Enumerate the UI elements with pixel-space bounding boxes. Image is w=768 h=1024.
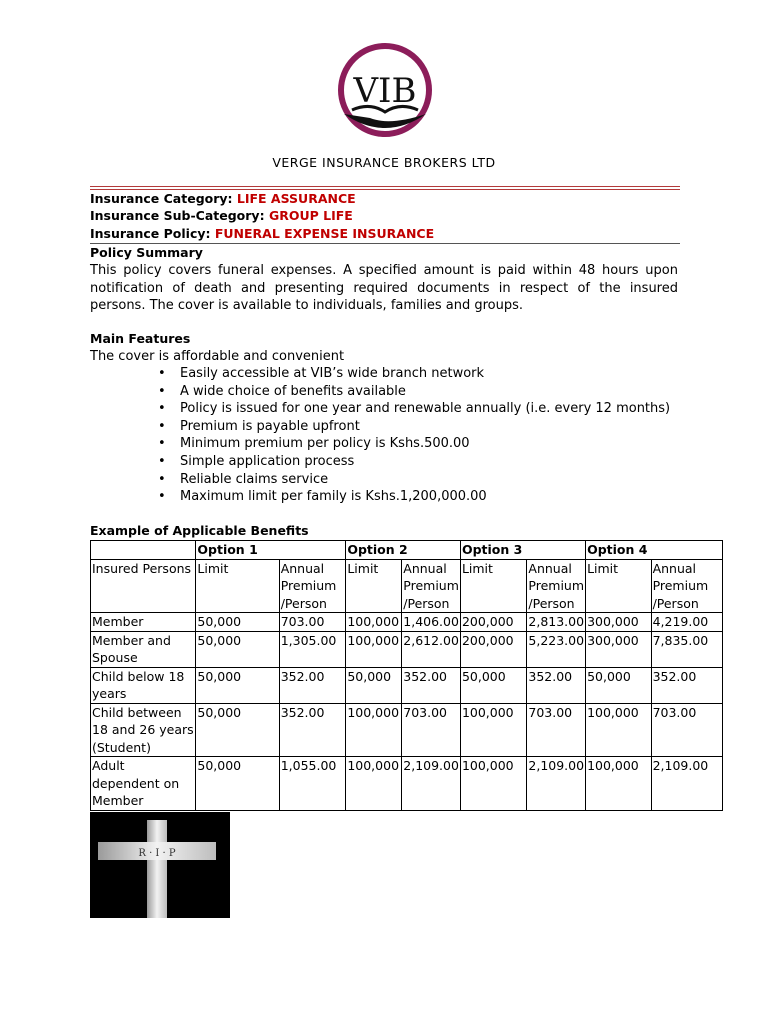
policy-value: FUNERAL EXPENSE INSURANCE — [214, 226, 435, 241]
cross-inscription: R · I · P — [138, 848, 176, 859]
table-cell: 7,835.00 — [651, 631, 722, 667]
table-cell: 352.00 — [402, 667, 461, 703]
table-cell: 100,000 — [586, 757, 652, 811]
company-name: VERGE INSURANCE BROKERS LTD — [272, 155, 496, 170]
table-cell: 2,109.00 — [402, 757, 461, 811]
subcategory-value: GROUP LIFE — [268, 208, 353, 223]
list-item: • Policy is issued for one year and renewable annually (i.e. every 12 months) — [158, 400, 670, 418]
option-header: Option 1 — [196, 541, 346, 560]
table-cell: 100,000 — [346, 703, 402, 757]
row-label: Adult dependent on Member — [91, 757, 196, 811]
policy-summary-heading: Policy Summary — [90, 245, 203, 260]
insurance-policy — [90, 226, 680, 241]
column-header: Annual Premium /Person — [403, 560, 459, 611]
table-cell: 100,000 — [346, 631, 402, 667]
list-item: • Premium is payable upfront — [158, 418, 670, 436]
column-header: Annual Premium /Person — [279, 559, 346, 613]
table-row — [91, 757, 723, 811]
category-value: LIFE ASSURANCE — [236, 191, 356, 206]
row-label: Child below 18 years — [91, 667, 196, 703]
column-header: Limit — [586, 559, 652, 613]
table-cell: 2,109.00 — [527, 757, 586, 811]
section-divider — [90, 243, 680, 244]
table-cell: 50,000 — [196, 703, 279, 757]
benefits-heading: Example of Applicable Benefits — [90, 523, 309, 538]
table-cell: 5,223.00 — [527, 631, 586, 667]
table-cell: 4,219.00 — [651, 613, 722, 632]
list-item: • Maximum limit per family is Kshs.1,200,000.00 — [158, 488, 670, 506]
table-header-options — [91, 541, 723, 560]
table-cell: 2,612.00 — [402, 631, 461, 667]
table-cell: 100,000 — [460, 757, 526, 811]
table-row — [91, 631, 723, 667]
table-cell: 352.00 — [527, 667, 586, 703]
rip-cross-image — [90, 812, 230, 918]
insurance-subcategory — [90, 208, 680, 223]
features-list — [158, 365, 670, 506]
table-cell: 50,000 — [586, 667, 652, 703]
table-header-columns — [91, 559, 723, 613]
table-cell: 200,000 — [460, 631, 526, 667]
table-cell: 50,000 — [196, 667, 279, 703]
company-logo — [330, 40, 440, 145]
header-rule — [90, 186, 680, 187]
subcategory-label: Insurance Sub-Category: — [90, 208, 269, 223]
table-cell: 2,109.00 — [651, 757, 722, 811]
table-cell: 352.00 — [279, 703, 346, 757]
table-cell: 50,000 — [196, 757, 279, 811]
option-header: Option 4 — [586, 541, 723, 560]
column-header: Limit — [196, 559, 279, 613]
table-cell: 50,000 — [196, 631, 279, 667]
column-header: Insured Persons — [91, 559, 196, 613]
table-cell: 50,000 — [346, 667, 402, 703]
table-cell: 1,406.00 — [403, 614, 459, 629]
category-label: Insurance Category: — [90, 191, 237, 206]
option-header: Option 3 — [460, 541, 585, 560]
main-features-intro: The cover is affordable and convenient — [90, 349, 345, 364]
column-header: Limit — [460, 559, 526, 613]
insurance-category — [90, 191, 680, 206]
column-header: Limit — [346, 559, 402, 613]
list-item: • Reliable claims service — [158, 471, 670, 489]
table-cell: 100,000 — [346, 757, 402, 811]
table-cell: 100,000 — [586, 703, 652, 757]
table-cell: 352.00 — [279, 667, 346, 703]
logo-text: VIB — [353, 71, 417, 111]
list-item: • Minimum premium per policy is Kshs.500.00 — [158, 435, 670, 453]
list-item: • Simple application process — [158, 453, 670, 471]
table-cell: 50,000 — [460, 667, 526, 703]
table-cell: 1,055.00 — [279, 757, 346, 811]
main-features-heading: Main Features — [90, 331, 191, 346]
table-cell: 703.00 — [651, 703, 722, 757]
table-cell: 352.00 — [651, 667, 722, 703]
table-cell: 1,305.00 — [279, 631, 346, 667]
table-cell: 703.00 — [402, 703, 461, 757]
row-label: Member and Spouse — [91, 631, 196, 667]
column-header: Annual Premium /Person — [528, 560, 585, 611]
list-item: • A wide choice of benefits available — [158, 383, 670, 401]
table-cell: 703.00 — [279, 613, 346, 632]
table-row — [91, 613, 723, 632]
header-rule-2 — [90, 189, 680, 190]
policy-label: Insurance Policy: — [90, 226, 215, 241]
row-label: Child between 18 and 26 years (Student) — [91, 703, 196, 757]
list-item: • Easily accessible at VIB’s wide branch network — [158, 365, 670, 383]
table-cell: 703.00 — [527, 703, 586, 757]
benefits-table — [90, 540, 723, 811]
table-cell: 2,813.00 — [528, 614, 585, 629]
table-cell — [91, 541, 196, 560]
policy-summary-text: This policy covers funeral expenses. A specified amount is paid within 48 hours upon notification of death and presenting required documents in respect of the insured persons. The cover is available to individuals, families and groups. — [90, 263, 678, 313]
column-header: Annual Premium /Person — [651, 559, 722, 613]
option-header: Option 2 — [346, 541, 461, 560]
table-cell: 50,000 — [196, 613, 279, 632]
table-row — [91, 703, 723, 757]
table-cell: 300,000 — [586, 613, 652, 632]
table-cell: 100,000 — [346, 613, 402, 632]
table-row — [91, 667, 723, 703]
row-label: Member — [91, 613, 196, 632]
table-cell: 100,000 — [460, 703, 526, 757]
table-cell: 300,000 — [586, 631, 652, 667]
table-cell: 200,000 — [460, 613, 526, 632]
